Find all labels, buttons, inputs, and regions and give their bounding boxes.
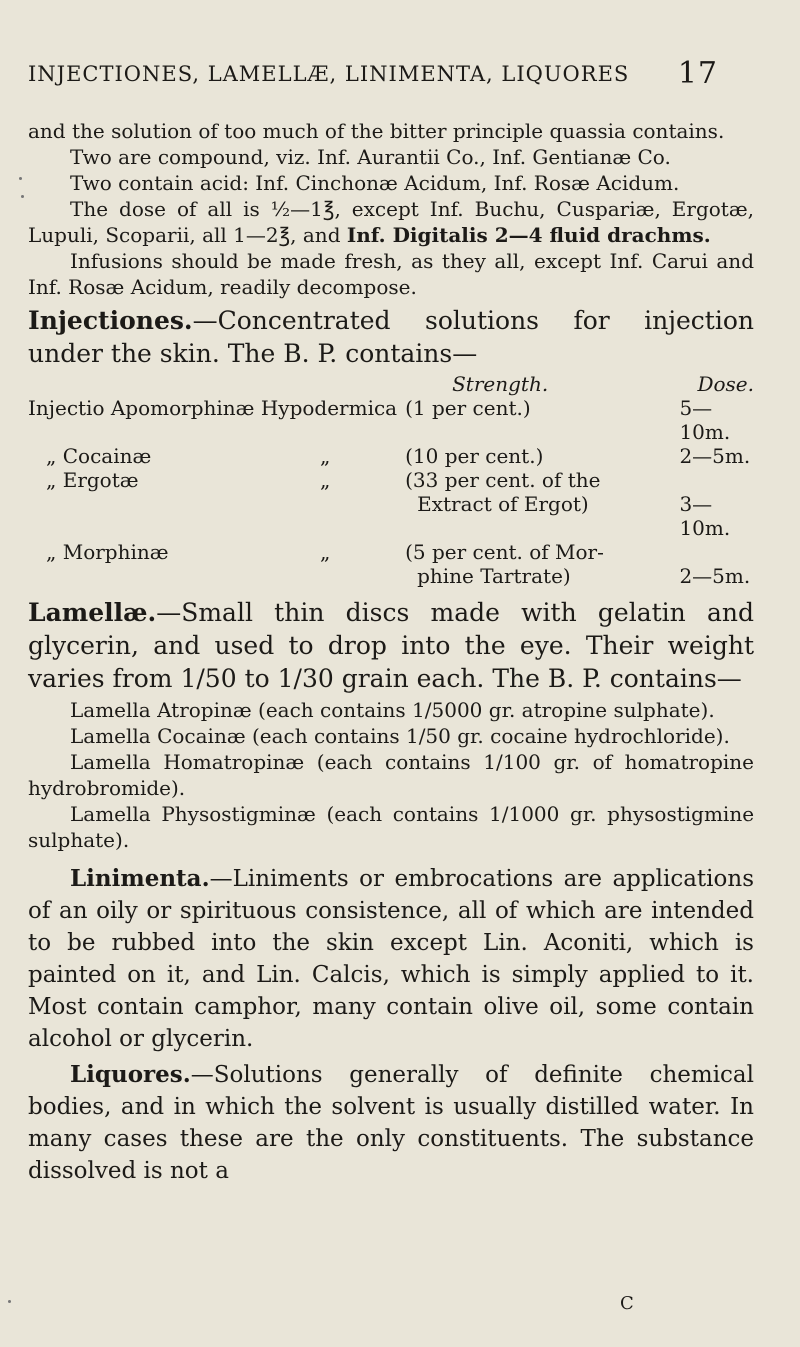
injection-name: „ Morphinæ „ <box>46 540 331 564</box>
table-row <box>28 540 754 588</box>
lamella-item: Lamella Cocainæ (each contains 1/50 gr. cocaine hydrochloride). <box>70 724 730 748</box>
injection-name: „ Cocainæ „ <box>46 444 331 468</box>
signature-mark: C <box>620 1293 634 1314</box>
injection-name: „ Ergotæ „ <box>46 468 331 492</box>
ditto-mark: „ <box>320 468 331 492</box>
injection-dose: 2—5m. <box>679 444 751 468</box>
header-title: INJECTIONES, LAMELLÆ, LINIMENTA, LIQUORES <box>28 62 630 86</box>
injection-dose: 5—10m. <box>679 396 731 444</box>
running-header <box>28 56 718 91</box>
paper-speck <box>21 195 24 198</box>
injections-table <box>28 372 754 588</box>
lamella-item: Lamella Atropinæ (each contains 1/5000 gr. atropine sulphate). <box>70 698 715 722</box>
injection-strength: (1 per cent.) <box>405 396 531 420</box>
table-row <box>28 444 754 468</box>
injection-dose: 2—5m. <box>679 564 751 588</box>
intro-digitalis: Inf. Digitalis 2—4 fluid drachms. <box>346 223 711 247</box>
liquores-paragraph: Liquores.—Solutions generally of definite chemical bodies, and in which the solvent is usually distilled water. In many cases these are the only constituents. The substance dissolved is not a <box>28 1061 754 1184</box>
table-row <box>28 468 754 540</box>
lamella-item: Lamella Homatropinæ (each contains 1/100 gr. of homatropine hydrobromide). <box>28 750 754 800</box>
intro-dose-text: The dose of all is ½—1℥, except Inf. Buchu, Cuspariæ, Ergotæ, Lupuli, Scoparii, all 1—2℥, and <box>28 197 754 247</box>
fraction: 1/50 <box>180 664 237 693</box>
table-row <box>28 396 754 444</box>
linimenta-paragraph: Linimenta.—Liniments or embrocations are applications of an oily or spirituous consistence, all of which are intended to be rubbed into the skin except Lin. Aconiti, which is painted on it, and Lin. Calcis, which is simply applied to it. Most contain camphor, many contain olive oil, some contain alcohol or glycerin. <box>28 865 754 1052</box>
ditto-mark: „ <box>320 444 331 468</box>
page-body <box>28 118 754 1187</box>
linimenta-heading: Linimenta. <box>70 865 210 892</box>
injection-dose: 3—10m. <box>679 492 731 540</box>
injection-strength: (5 per cent. of Mor- phine Tartrate) <box>405 540 604 588</box>
paper-speck <box>8 1300 11 1303</box>
lamella-item: Lamella Physostigminæ (each contains 1/1000 gr. physostigmine sulphate). <box>28 802 755 852</box>
injection-strength: (33 per cent. of the Extract of Ergot) <box>405 468 601 516</box>
injection-strength: (10 per cent.) <box>405 444 544 468</box>
fraction: 1/100 <box>483 750 541 774</box>
page-number: 17 <box>677 56 718 91</box>
intro-fresh: Infusions should be made fresh, as they all, except Inf. Carui and Inf. Rosæ Acidum, readily decompose. <box>28 249 754 299</box>
lamellae-paragraph: Lamellæ.—Small thin discs made with gelatin and glycerin, and used to drop into the eye. Their weight varies from 1/50 to 1/30 grain each. The B. P. contains— <box>28 598 754 693</box>
injectiones-paragraph <box>28 304 754 370</box>
fraction: 1/1000 <box>489 802 560 826</box>
col-dose-header: Dose. <box>697 372 754 396</box>
paper-speck <box>19 177 22 180</box>
liquores-heading: Liquores. <box>70 1061 191 1088</box>
fraction: 1/5000 <box>412 698 483 722</box>
fraction: 1/30 <box>277 664 334 693</box>
injection-name: Injectio Apomorphinæ Hypodermica <box>28 396 398 420</box>
intro-acid: Two contain acid: Inf. Cinchonæ Acidum, Inf. Rosæ Acidum. <box>70 171 680 195</box>
intro-compound: Two are compound, viz. Inf. Aurantii Co., Inf. Gentianæ Co. <box>70 145 671 169</box>
fraction: 1/50 <box>405 724 451 748</box>
lamellae-heading: Lamellæ. <box>28 598 157 627</box>
col-strength-header: Strength. <box>452 372 549 396</box>
intro-dose <box>28 196 754 248</box>
injectiones-heading: Injectiones. <box>28 306 193 335</box>
ditto-mark: „ <box>320 540 331 564</box>
table-header-row <box>28 372 754 396</box>
intro-line: and the solution of too much of the bitter principle quassia contains. <box>28 119 725 143</box>
injectiones-text: —Concentrated solutions for injection under the skin. The B. P. contains— <box>28 306 754 368</box>
